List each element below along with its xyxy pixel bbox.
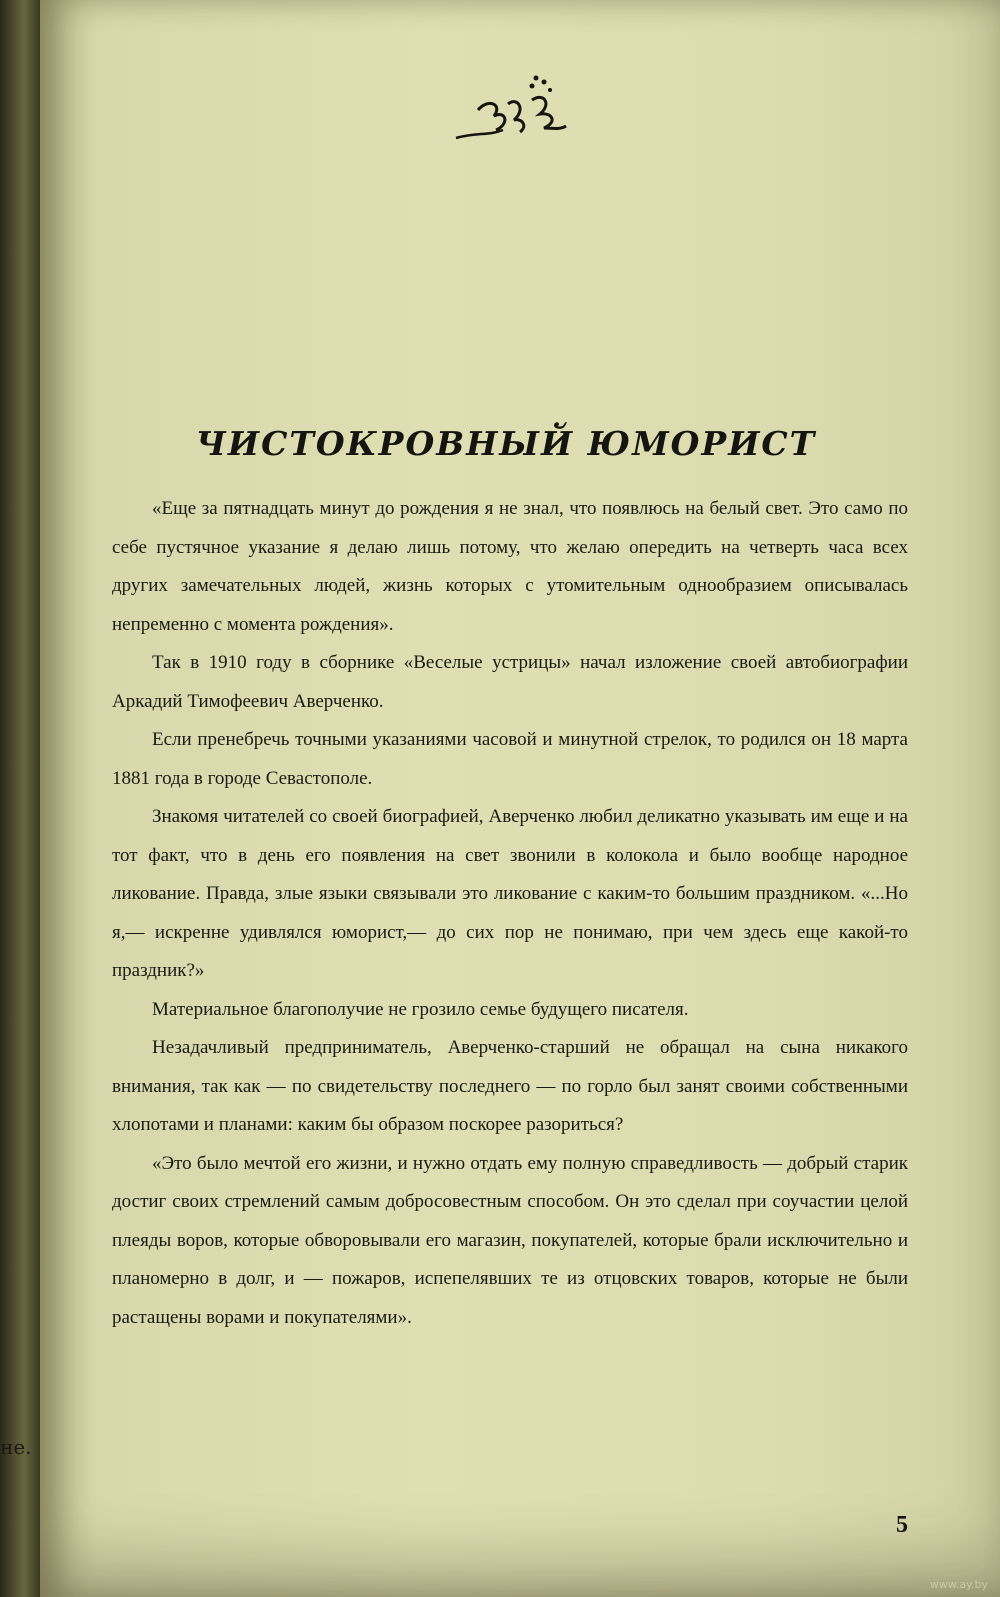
chapter-title: ЧИСТОКРОВНЫЙ ЮМОРИСТ [195,424,817,463]
previous-page-text: не. [0,1435,32,1459]
watermark: www.ay.by [929,1578,988,1591]
ornament-icon [448,70,578,150]
paragraph-3: Если пренебречь точными указаниями часовой и минутной стрелок, то родился он 18 марта 1881 года в городе Севастополе. [112,729,908,789]
previous-page-edge [0,0,40,1597]
paragraph-1: «Еще за пятнадцать минут до рождения я не знал, что появлюсь на белый свет. Это само по себе пустячное указание я делаю лишь потому, что желаю опередить на четверть часа всех других замечательных людей, жизнь которых с утомительным однообразием описывалась непременно с момента рождения». [112,498,908,635]
paragraph-4: Знакомя читателей со своей биографией, Аверченко любил деликатно указывать им еще и на тот факт, что в день его появления на свет звонили в колокола и было вообще народное ликование. Правда, злые языки связывали это ликование с каким-то большим праздником. «...Но я,— искренне удивлялся юморист,— до сих пор не понимаю, при чем здесь еще какой-то праздник?» [112,806,908,981]
paragraph-5: Материальное благополучие не грозило семье будущего писателя. [152,998,689,1020]
body-text [112,490,908,1337]
paragraph-6: Незадачливый предприниматель, Аверченко-старший не обращал на сына никакого внимания, так как — по свидетельству последнего — по горло был занят своими собственными хлопотами и планами: каким бы образом поскорее разориться? [112,1037,908,1135]
paragraph-2: Так в 1910 году в сборнике «Веселые устрицы» начал изложение своей автобиографии Аркадий Тимофеевич Аверченко. [112,652,908,712]
page-number: 5 [896,1512,908,1538]
paragraph-7: «Это было мечтой его жизни, и нужно отдать ему полную справедливость — добрый старик достиг своих стремлений самым добросовестным способом. Он это сделал при соучастии целой плеяды воров, которые обворовывали его магазин, покупателей, которые брали исключительно и планомерно в долг, и — пожаров, испепелявших те из отцовских товаров, которые не были растащены ворами и покупателями». [112,1152,908,1328]
